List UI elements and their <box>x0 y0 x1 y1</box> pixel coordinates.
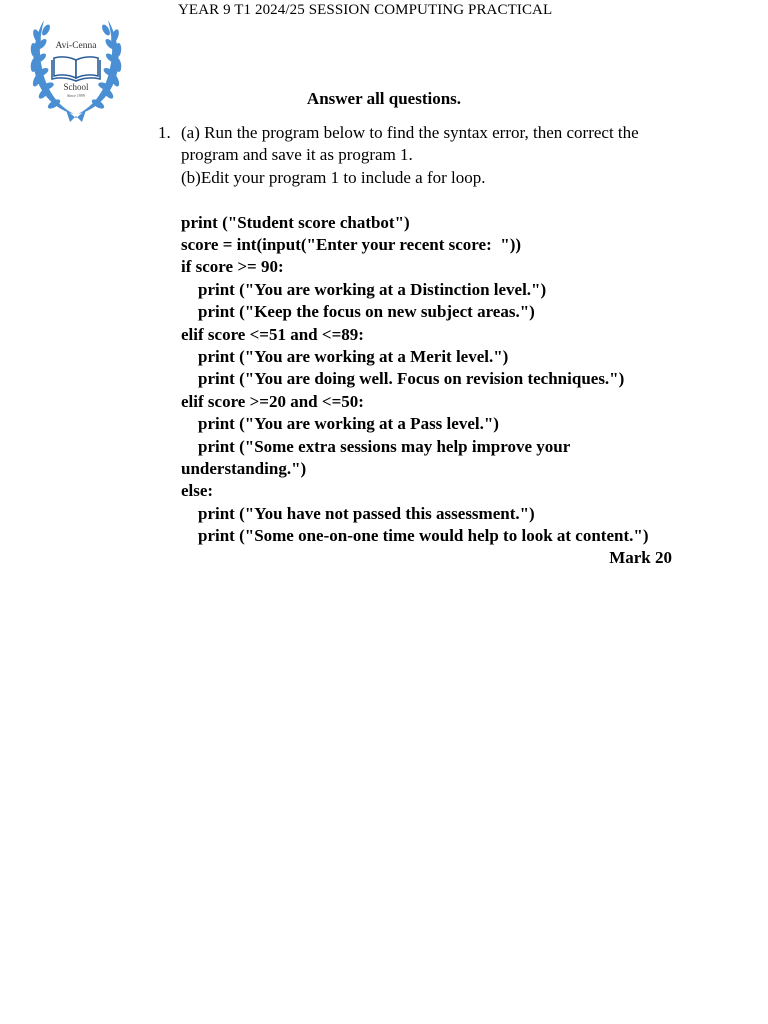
instructions-heading: Answer all questions. <box>306 89 462 108</box>
code-line: score = int(input("Enter your recent score: ")) <box>181 235 522 255</box>
question-number: 1. <box>158 123 171 142</box>
code-line: print ("You are doing well. Focus on revision techniques.") <box>198 369 625 389</box>
code-line: print ("Some extra sessions may help improve your understanding.") <box>181 436 570 479</box>
code-line: elif score <=51 and <=89: <box>181 324 364 344</box>
question-part-a: (a) Run the program below to find the syntax error, then correct the program and save it as program 1. <box>181 123 639 165</box>
page-header: YEAR 9 T1 2024/25 SESSION COMPUTING PRACTICAL <box>178 2 553 18</box>
code-line: elif score >=20 and <=50: <box>181 391 364 411</box>
code-line: print ("Keep the focus on new subject areas.") <box>198 302 535 322</box>
code-line: print ("You are working at a Pass level.") <box>198 414 499 434</box>
question-1 <box>181 122 681 548</box>
question-part-b: (b)Edit your program 1 to include a for loop. <box>181 167 486 187</box>
logo-name-top: Avi-Cenna <box>55 41 97 51</box>
logo-name-bottom: School <box>63 82 89 92</box>
code-line: else: <box>181 481 214 501</box>
code-line: if score >= 90: <box>181 257 284 277</box>
code-line: print ("You have not passed this assessment.") <box>198 503 535 523</box>
code-listing <box>181 212 681 548</box>
code-line: print ("Some one-on-one time would help to look at content.") <box>198 526 649 546</box>
logo-motto: Since 1999 <box>67 93 85 98</box>
mark-total: Mark 20 <box>609 548 672 567</box>
code-line: print ("You are working at a Merit level.") <box>198 347 509 367</box>
code-line: print ("Student score chatbot") <box>181 212 410 232</box>
code-line: print ("You are working at a Distinction level.") <box>198 279 547 299</box>
